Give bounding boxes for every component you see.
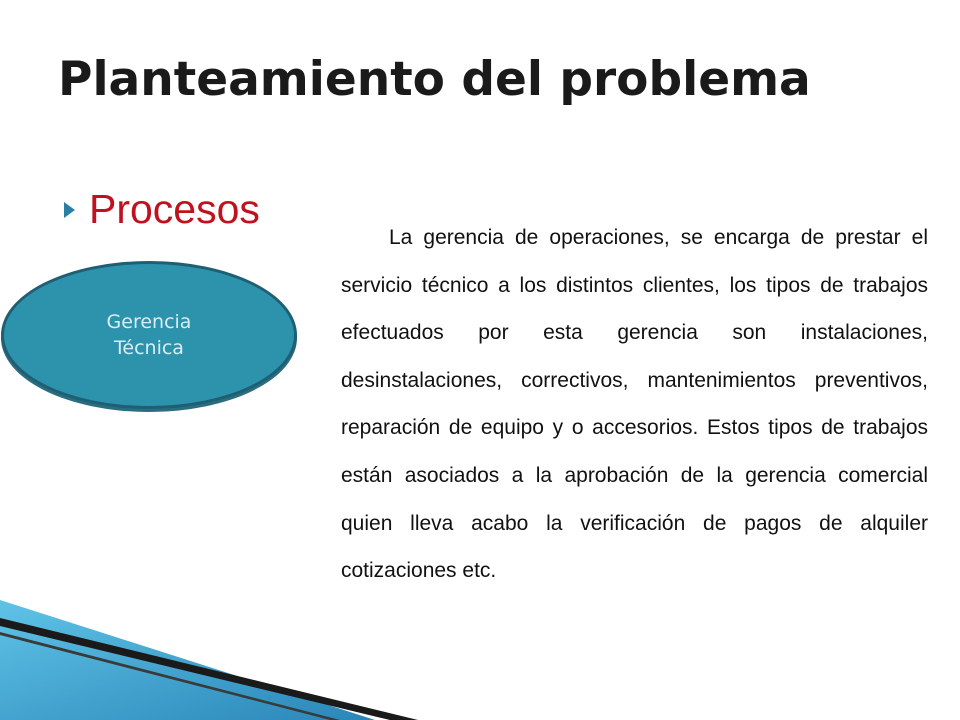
- gerencia-tecnica-ellipse: [1, 261, 297, 409]
- ellipse-label: Gerencia Técnica: [106, 311, 192, 359]
- body-paragraph: La gerencia de operaciones, se encarga de prestar el servicio técnico a los distintos clientes, los tipos de trabajos efectuados por esta gerencia son instalaciones, desinstalaciones, correctivos, mantenimientos preventivos, reparación de equipo y o accesorios. Estos tipos de trabajos están asociados a la aprobación de la gerencia comercial quien lleva acabo la verificación de pagos de alquiler cotizaciones etc.: [341, 226, 928, 583]
- triangle-bullet-icon: [64, 202, 75, 218]
- corner-decoration: [0, 600, 480, 720]
- bullet-item-procesos: [64, 186, 260, 233]
- slide-title: Planteamiento del problema: [58, 52, 811, 107]
- bullet-label: Procesos: [89, 186, 260, 232]
